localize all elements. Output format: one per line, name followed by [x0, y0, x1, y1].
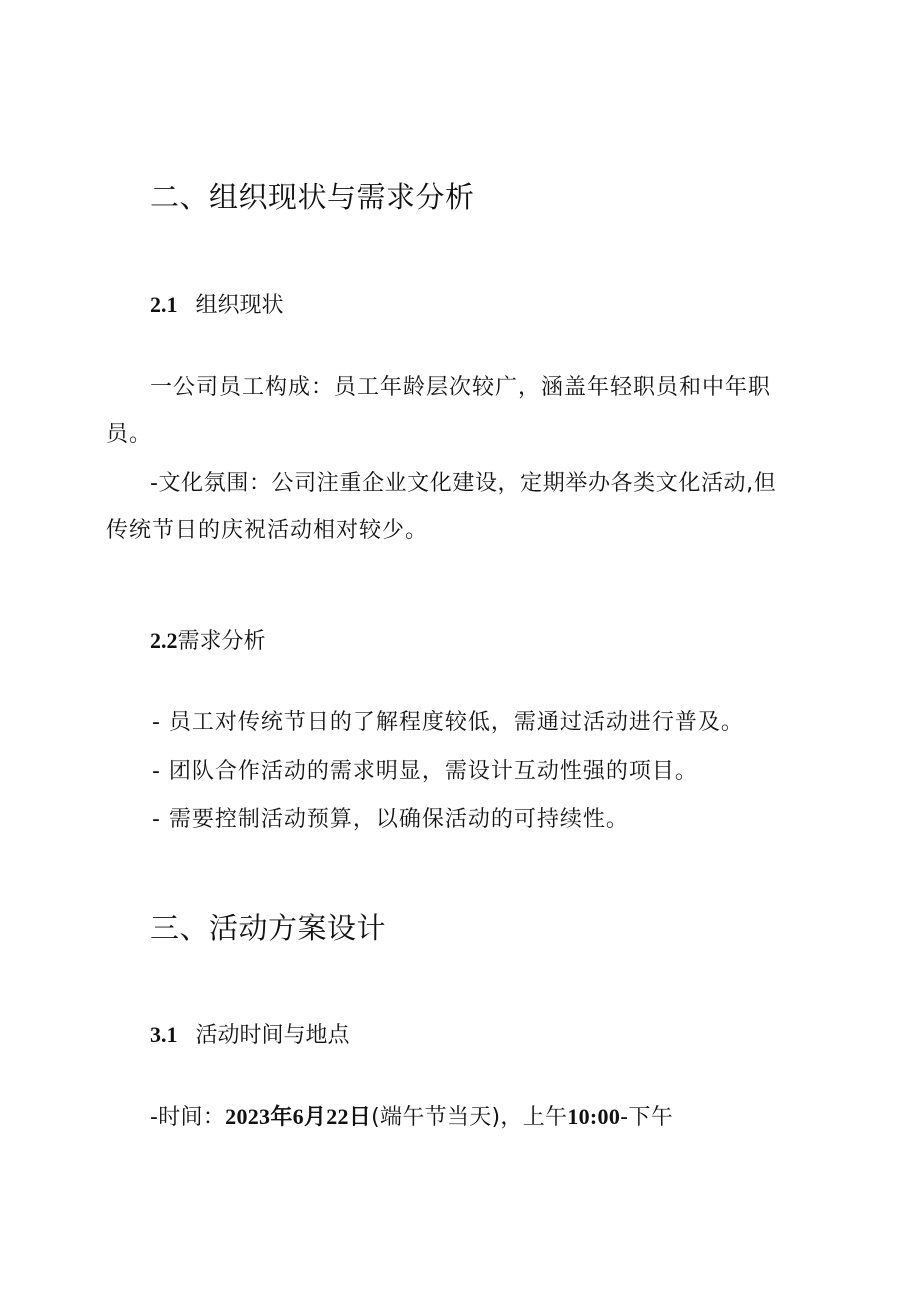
time-line [150, 1100, 673, 1131]
paragraph-line: 员。 [106, 422, 153, 447]
subsection-heading [150, 1018, 350, 1049]
subsection-title: 需求分析 [177, 629, 266, 654]
paragraph-line: -文化氛围：公司注重企业文化建设，定期举办各类文化活动,但 [150, 471, 777, 496]
time-label: -时间： [150, 1105, 226, 1130]
subsection-heading [150, 624, 266, 655]
subsection-heading [150, 288, 284, 319]
event-note: (端午节当天)，上午 [371, 1105, 568, 1130]
event-date: 2023年6月22日 [225, 1104, 372, 1129]
section-heading: 三、活动方案设计 [150, 911, 387, 945]
subsection-number: 2.1 [150, 292, 178, 317]
subsection-number: 2.2 [150, 628, 178, 653]
list-item: - 需要控制活动预算，以确保活动的可持续性。 [152, 807, 629, 832]
time-suffix: -下午 [620, 1105, 673, 1130]
start-time: 10:00 [567, 1104, 621, 1129]
section-heading: 二、组织现状与需求分析 [150, 180, 475, 214]
subsection-title: 活动时间与地点 [195, 1023, 350, 1048]
list-item: - 团队合作活动的需求明显，需设计互动性强的项目。 [152, 759, 698, 784]
paragraph-line: 一公司员工构成：员工年龄层次较广，涵盖年轻职员和中年职 [150, 375, 772, 400]
subsection-number: 3.1 [150, 1022, 178, 1047]
list-item: - 员工对传统节日的了解程度较低，需通过活动进行普及。 [152, 710, 744, 735]
subsection-title: 组织现状 [195, 293, 284, 318]
paragraph-line: 传统节日的庆祝活动相对较少。 [106, 518, 429, 543]
